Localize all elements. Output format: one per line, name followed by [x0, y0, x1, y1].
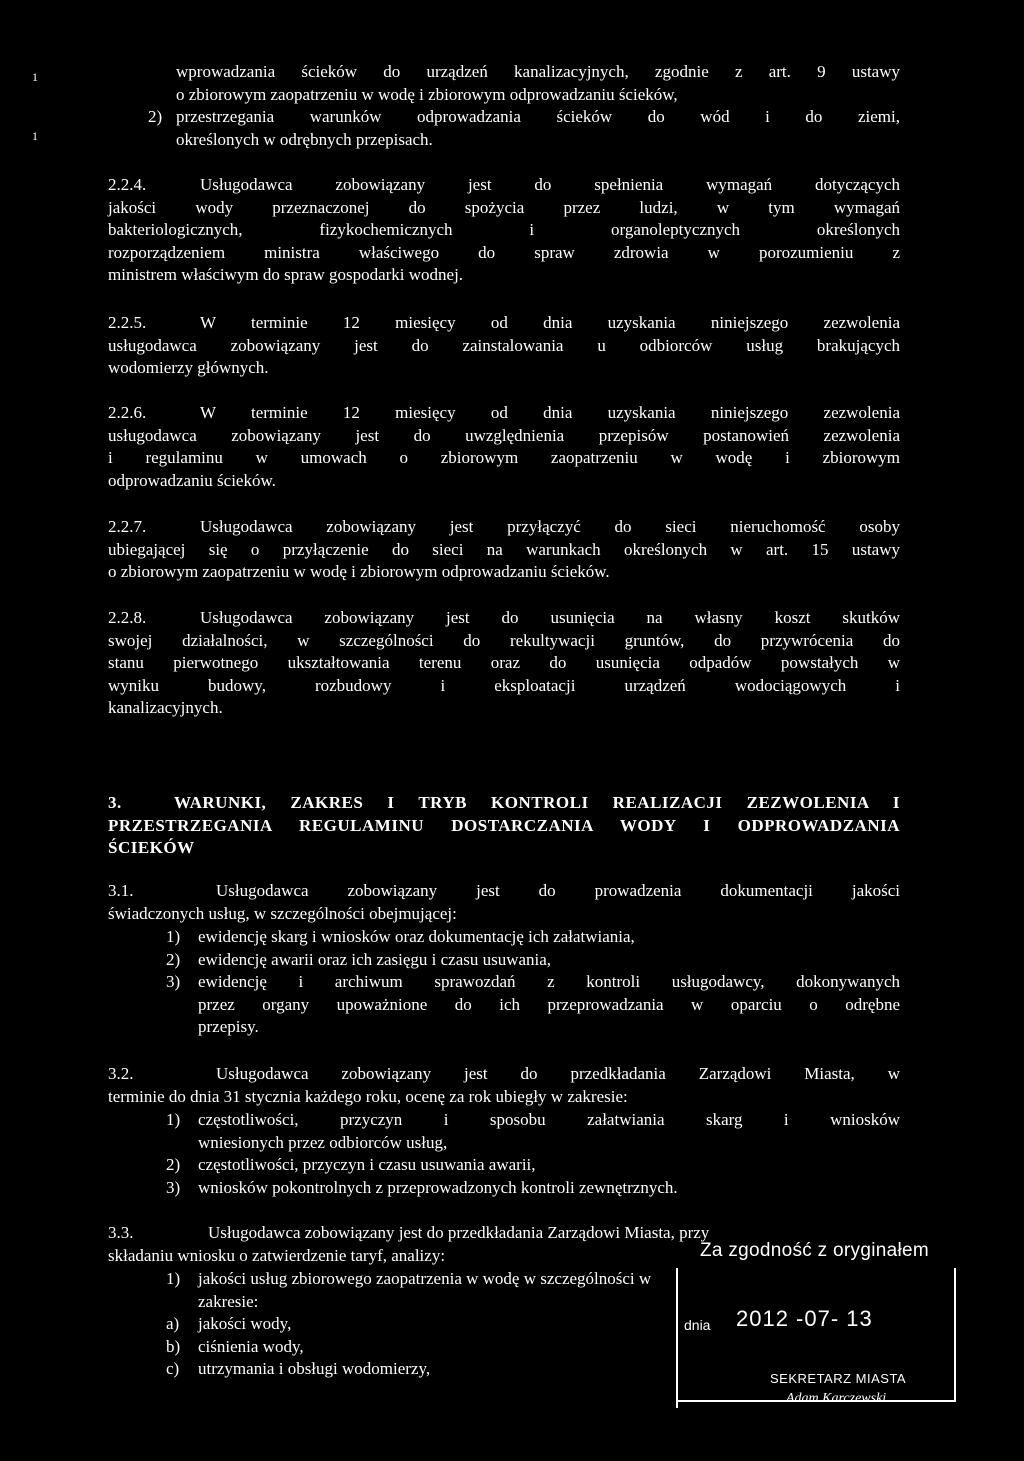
paragraph-2-2-6	[108, 402, 900, 492]
paragraph-number: 3.1.	[108, 881, 134, 900]
heading-line: PRZESTRZEGANIA REGULAMINU DOSTARCZANIA WODY I ODPROWADZANIA	[108, 815, 900, 835]
text-line: ewidencję skarg i wniosków oraz dokumentację ich załatwiania,	[198, 927, 635, 946]
sub-list-item	[166, 1336, 726, 1359]
text-line: przepisy.	[198, 1017, 259, 1036]
paragraph-number: 2.2.5.	[108, 313, 147, 332]
paragraph-number: 3.2.	[108, 1064, 134, 1083]
text-line: rozporządzeniem ministra właściwego do spraw zdrowia w porozumieniu z	[108, 242, 900, 262]
text-line: o zbiorowym zaopatrzeniu w wodę i zbiorowym odprowadzaniu ścieków.	[108, 562, 610, 581]
intro-continuation	[176, 61, 900, 106]
paragraph-2-2-5	[108, 312, 900, 380]
list-letter: a)	[166, 1314, 180, 1333]
list-number: 2)	[166, 949, 181, 969]
text-line: odprowadzaniu ścieków.	[108, 470, 276, 490]
list-letter: c)	[166, 1359, 180, 1378]
paragraph-2-2-7	[108, 516, 900, 584]
text-line: ministrem właściwym do spraw gospodarki wodnej.	[108, 265, 464, 284]
text-line: jakości wody przeznaczonej do spożycia przez ludzi, w tym wymagań	[108, 197, 900, 217]
text-line: jakości wody,	[198, 1314, 292, 1333]
paragraph-3-2	[108, 1063, 900, 1108]
text-line: częstotliwości, przyczyn i czasu usuwania awarii,	[198, 1155, 536, 1174]
section-heading	[108, 792, 900, 860]
sub-list-item	[166, 1358, 726, 1381]
paragraph-3-1	[108, 880, 900, 925]
list-item	[166, 1268, 726, 1313]
margin-mark: 1	[32, 70, 38, 84]
list-item	[166, 1177, 900, 1200]
list-letter: b)	[166, 1336, 181, 1356]
text-line: zakresie:	[198, 1291, 259, 1311]
paragraph-number: 2.2.7.	[108, 517, 147, 536]
stamp-border	[954, 1268, 956, 1402]
text-line: składaniu wniosku o zatwierdzenie taryf, analizy:	[108, 1245, 446, 1265]
text-line: wprowadzania ścieków do urządzeń kanalizacyjnych, zgodnie z art. 9 ustawy	[176, 62, 900, 81]
text-line: przez organy upoważnione do ich przeprowadzania w oparciu o odrębne	[198, 994, 900, 1014]
text-line: Usługodawca zobowiązany jest do usunięcia na własny koszt skutków	[200, 608, 900, 627]
text-line: ubiegającej się o przyłączenie do sieci na warunkach określonych w art. 15 ustawy	[108, 539, 900, 559]
text-line: kanalizacyjnych.	[108, 698, 223, 717]
sub-list-item	[166, 1313, 726, 1336]
text-line: Usługodawca zobowiązany jest do prowadzenia dokumentacji jakości	[216, 881, 900, 900]
list-3-2	[166, 1109, 900, 1199]
text-line: wniesionych przez odbiorców usług,	[198, 1132, 448, 1152]
text-line: W terminie 12 miesięcy od dnia uzyskania niniejszego zezwolenia	[200, 313, 900, 332]
list-item	[166, 1154, 900, 1177]
list-number: 2)	[166, 1155, 181, 1174]
text-line: ewidencję awarii oraz ich zasięgu i czasu usuwania,	[198, 949, 552, 969]
heading-line: WARUNKI, ZAKRES I TRYB KONTROLI REALIZACJI ZEZWOLENIA I	[174, 793, 900, 812]
list-number: 1)	[166, 1269, 181, 1288]
text-line: wniosków pokontrolnych z przeprowadzonych kontroli zewnętrznych.	[198, 1177, 678, 1197]
text-line: ciśnienia wody,	[198, 1336, 304, 1356]
text-line: jakości usług zbiorowego zaopatrzenia w wodę w szczególności w	[198, 1269, 652, 1288]
text-line: częstotliwości, przyczyn i sposobu załatwiania skarg i wniosków	[198, 1110, 900, 1129]
text-line: bakteriologicznych, fizykochemicznych i organoleptycznych określonych	[108, 220, 900, 239]
text-line: usługodawca zobowiązany jest do uwzględnienia przepisów postanowień zezwolenia	[108, 425, 900, 445]
text-line: świadczonych usług, w szczególności obejmującej:	[108, 903, 457, 923]
stamp-border	[676, 1268, 678, 1408]
section-number: 3.	[108, 793, 122, 812]
intro-item-2	[176, 106, 900, 151]
text-line: ewidencję i archiwum sprawozdań z kontroli usługodawcy, dokonywanych	[198, 972, 900, 991]
list-number: 2)	[148, 107, 163, 126]
text-line: usługodawca zobowiązany jest do zainstalowania u odbiorców usług brakujących	[108, 335, 900, 355]
stamp-date-label: dnia	[684, 1317, 711, 1333]
stamp-signatory: Adam Karczewski	[786, 1391, 887, 1406]
margin-mark: 1	[32, 129, 38, 143]
text-line: terminie do dnia 31 stycznia każdego roku, ocenę za rok ubiegły w zakresie:	[108, 1086, 628, 1106]
text-line: Usługodawca zobowiązany jest przyłączyć do sieci nieruchomość osoby	[200, 517, 900, 536]
text-line: przestrzegania warunków odprowadzania ścieków do wód i do ziemi,	[176, 107, 900, 126]
paragraph-2-2-4	[108, 174, 900, 287]
text-line: określonych w odrębnych przepisach.	[176, 129, 433, 149]
text-line: o zbiorowym zaopatrzeniu w wodę i zbiorowym odprowadzaniu ścieków,	[176, 84, 678, 104]
paragraph-number: 2.2.8.	[108, 608, 147, 627]
list-number: 1)	[166, 927, 181, 946]
text-line: stanu pierwotnego ukształtowania terenu oraz do usunięcia odpadów powstałych w	[108, 653, 900, 672]
list-3-3	[166, 1268, 726, 1381]
list-item	[166, 971, 900, 1039]
text-line: Usługodawca zobowiązany jest do przedkładania Zarządowi Miasta, przy	[208, 1223, 710, 1242]
list-number: 1)	[166, 1110, 181, 1129]
text-line: wyniku budowy, rozbudowy i eksploatacji urządzeń wodociągowych i	[108, 675, 900, 695]
text-line: W terminie 12 miesięcy od dnia uzyskania niniejszego zezwolenia	[200, 403, 900, 422]
list-item	[166, 1109, 900, 1154]
stamp-date: 2012 -07- 13	[736, 1306, 873, 1331]
text-line: i regulaminu w umowach o zbiorowym zaopatrzeniu w wodę i zbiorowym	[108, 448, 900, 467]
text-line: wodomierzy głównych.	[108, 358, 269, 377]
paragraph-number: 2.2.4.	[108, 175, 147, 194]
list-3-1	[166, 926, 900, 1039]
paragraph-2-2-8	[108, 607, 900, 720]
text-line: swojej działalności, w szczególności do rekultywacji gruntów, do przywrócenia do	[108, 630, 900, 650]
list-number: 3)	[166, 1177, 181, 1197]
paragraph-number: 3.3.	[108, 1223, 134, 1242]
paragraph-number: 2.2.6.	[108, 403, 147, 422]
stamp-heading: Za zgodność z oryginałem	[700, 1240, 929, 1261]
text-line: Usługodawca zobowiązany jest do spełnienia wymagań dotyczących	[200, 175, 900, 194]
list-item	[166, 926, 900, 949]
text-line: utrzymania i obsługi wodomierzy,	[198, 1359, 431, 1378]
heading-line: ŚCIEKÓW	[108, 838, 195, 857]
list-number: 3)	[166, 972, 181, 991]
text-line: Usługodawca zobowiązany jest do przedkładania Zarządowi Miasta, w	[216, 1064, 900, 1083]
list-item	[166, 949, 900, 972]
stamp-role: SEKRETARZ MIASTA	[770, 1371, 907, 1386]
